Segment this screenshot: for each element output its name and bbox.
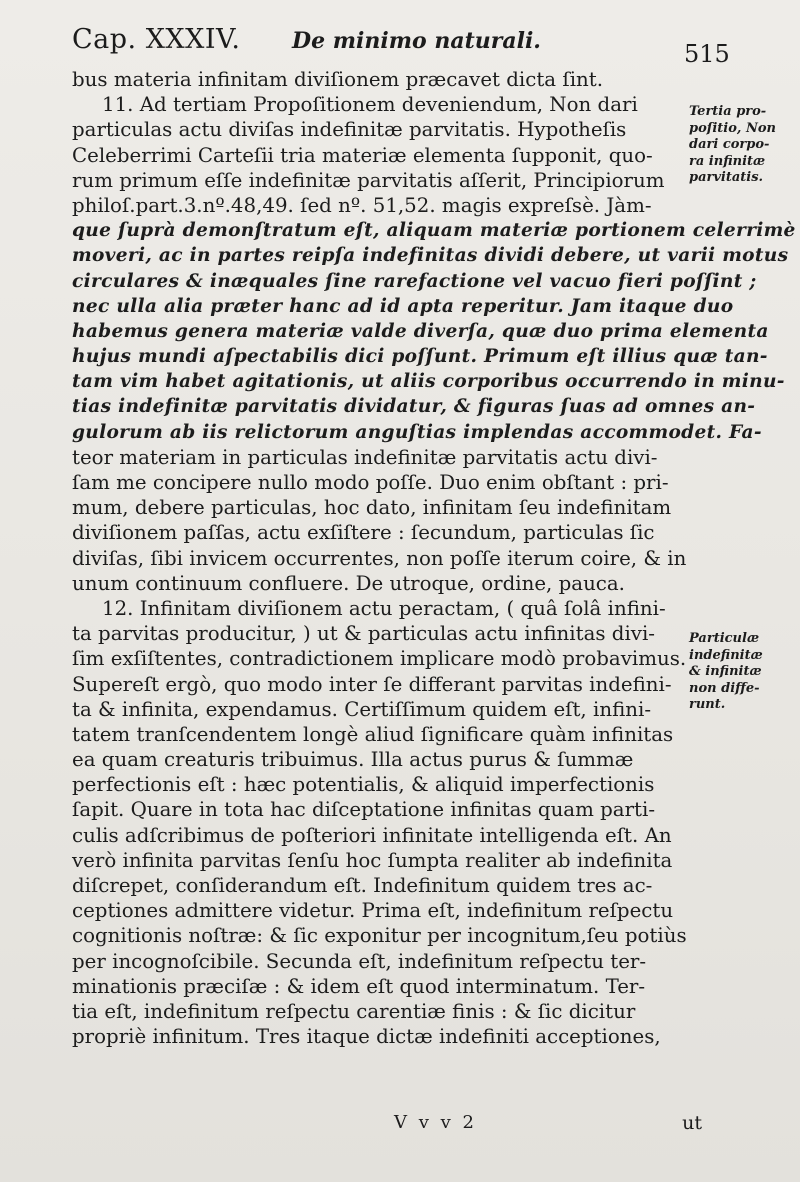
chapter-heading: Cap. XXXIV.	[72, 24, 241, 55]
text-line: Supereſt ergò, quo modo inter ſe differant parvitas indefini-	[72, 672, 672, 696]
text-line: nec ulla alia præter hanc ad id apta reperitur. Jam itaque duo	[72, 295, 734, 317]
margin-note-particulae	[689, 631, 794, 714]
margin-note-line: dari corpo-	[689, 137, 770, 152]
text-line: circulares & inæquales ſine rarefactione vel vacuo fieri poſſint ;	[72, 270, 757, 292]
text-line: diviſas, ſibi invicem occurrentes, non poſſe iterum coire, & in	[72, 546, 687, 570]
margin-note-line: poſitio, Non	[689, 120, 776, 136]
margin-note-line: runt.	[689, 697, 726, 712]
text-line: particulas actu diviſas indefinitæ parvitatis. Hypotheſis	[72, 118, 627, 142]
page-number: 515	[684, 40, 730, 68]
text-line: per incognoſcibile. Secunda eſt, indefinitum reſpectu ter-	[72, 949, 647, 973]
text-line: tias indefinitæ parvitatis dividatur, & figuras ſuas ad omnes an-	[72, 396, 756, 418]
margin-note-line: & infinitæ	[689, 664, 762, 679]
text-line: hujus mundi aſpectabilis dici poſſunt. Primum eſt illius quæ tan-	[72, 346, 768, 368]
text-line: tatem tranſcendentem longè aliud ſignificare quàm infinitas	[72, 722, 674, 746]
page-footer	[72, 1112, 702, 1142]
text-line: ſapit. Quare in tota hac diſceptatione infinitas quam parti-	[72, 798, 656, 822]
margin-note-line: Particulæ	[689, 631, 760, 646]
text-line: Celeberrimi Carteſii tria materiæ elementa ſupponit, quo-	[72, 143, 653, 167]
text-line: tia eſt, indefinitum reſpectu carentiæ finis : & ſic dicitur	[72, 999, 636, 1023]
margin-note-line: parvitatis.	[689, 170, 764, 185]
text-line: que ſuprà demonſtratum eſt, aliquam materiæ portionem celerrimè	[72, 220, 796, 242]
margin-note-tertia-propositio	[689, 104, 794, 187]
text-line: propriè infinitum. Tres itaque dictæ indefiniti acceptiones,	[72, 1025, 661, 1049]
text-line: moveri, ac in partes reipſa indefinitas dividi debere, ut varii motus	[72, 245, 789, 267]
margin-note-line: ra infinitæ	[689, 153, 766, 169]
text-line: teor materiam in particulas indefinitæ parvitatis actu divi-	[72, 445, 658, 469]
text-line: bus materia infinitam diviſionem præcavet dicta ſint.	[72, 68, 603, 91]
catchword: ut	[682, 1112, 702, 1134]
text-line: ſam me concipere nullo modo poſſe. Duo enim obſtant : pri-	[72, 471, 669, 494]
text-line: ta parvitas producitur, ) ut & particulas actu infinitas divi-	[72, 622, 655, 646]
text-line: tam vim habet agitationis, ut aliis corporibus occurrendo in minu-	[72, 371, 785, 393]
running-title: De minimo naturali.	[292, 28, 541, 54]
text-line: ea quam creaturis tribuimus. Illa actus purus & ſummæ	[72, 748, 634, 772]
text-line: cognitionis noſtræ: & ſic exponitur per incognitum,ſeu potiùs	[72, 924, 687, 948]
text-line: mum, debere particulas, hoc dato, infinitam ſeu indefinitam	[72, 496, 672, 520]
text-line: ceptiones admittere videtur. Prima eſt, indefinitum reſpectu	[72, 899, 674, 923]
page-header	[72, 22, 772, 68]
text-line: diviſionem paſſas, actu exſiſtere : ſecundum, particulas ſic	[72, 521, 655, 545]
text-line: diſcrepet, conſiderandum eſt. Indefinitum quidem tres ac-	[72, 874, 653, 897]
margin-note-line: non diffe-	[689, 680, 760, 696]
text-line: habemus genera materiæ valde diverſa, quæ duo prima elementa	[72, 320, 769, 342]
text-line: 11. Ad tertiam Propoſitionem deveniendum, Non dari	[102, 93, 638, 117]
text-line: perfectionis eſt : hæc potentialis, & aliquid imperfectionis	[72, 773, 655, 797]
text-line: philoſ.part.3.nº.48,49. ſed nº. 51,52. magis expreſsè. Jàm-	[72, 193, 652, 217]
text-line: gulorum ab iis relictorum anguſtias implendas accommodet. Fa-	[72, 421, 762, 443]
text-line: culis adſcribimus de poſteriori infinitate intelligenda eſt. An	[72, 823, 672, 847]
text-line: ta & infinita, expendamus. Certiſſimum quidem eſt, infini-	[72, 697, 652, 721]
text-line: rum primum eſſe indefinitæ parvitatis aſſerit, Principiorum	[72, 168, 665, 192]
margin-note-line: indefinitæ	[689, 647, 763, 663]
margin-note-line: Tertia pro-	[689, 104, 767, 119]
text-line: ſim exſiſtentes, contradictionem implicare modò probavimus.	[72, 647, 687, 671]
text-line: unum continuum confluere. De utroque, ordine, pauca.	[72, 571, 625, 595]
text-line: verò infinita parvitas ſenſu hoc ſumpta realiter ab indefinita	[72, 848, 673, 872]
text-line: 12. Infinitam diviſionem actu peractam, ( quâ ſolâ infini-	[102, 596, 666, 620]
signature-mark: V v v 2	[394, 1112, 477, 1133]
text-line: minationis præciſæ : & idem eſt quod interminatum. Ter-	[72, 974, 646, 998]
